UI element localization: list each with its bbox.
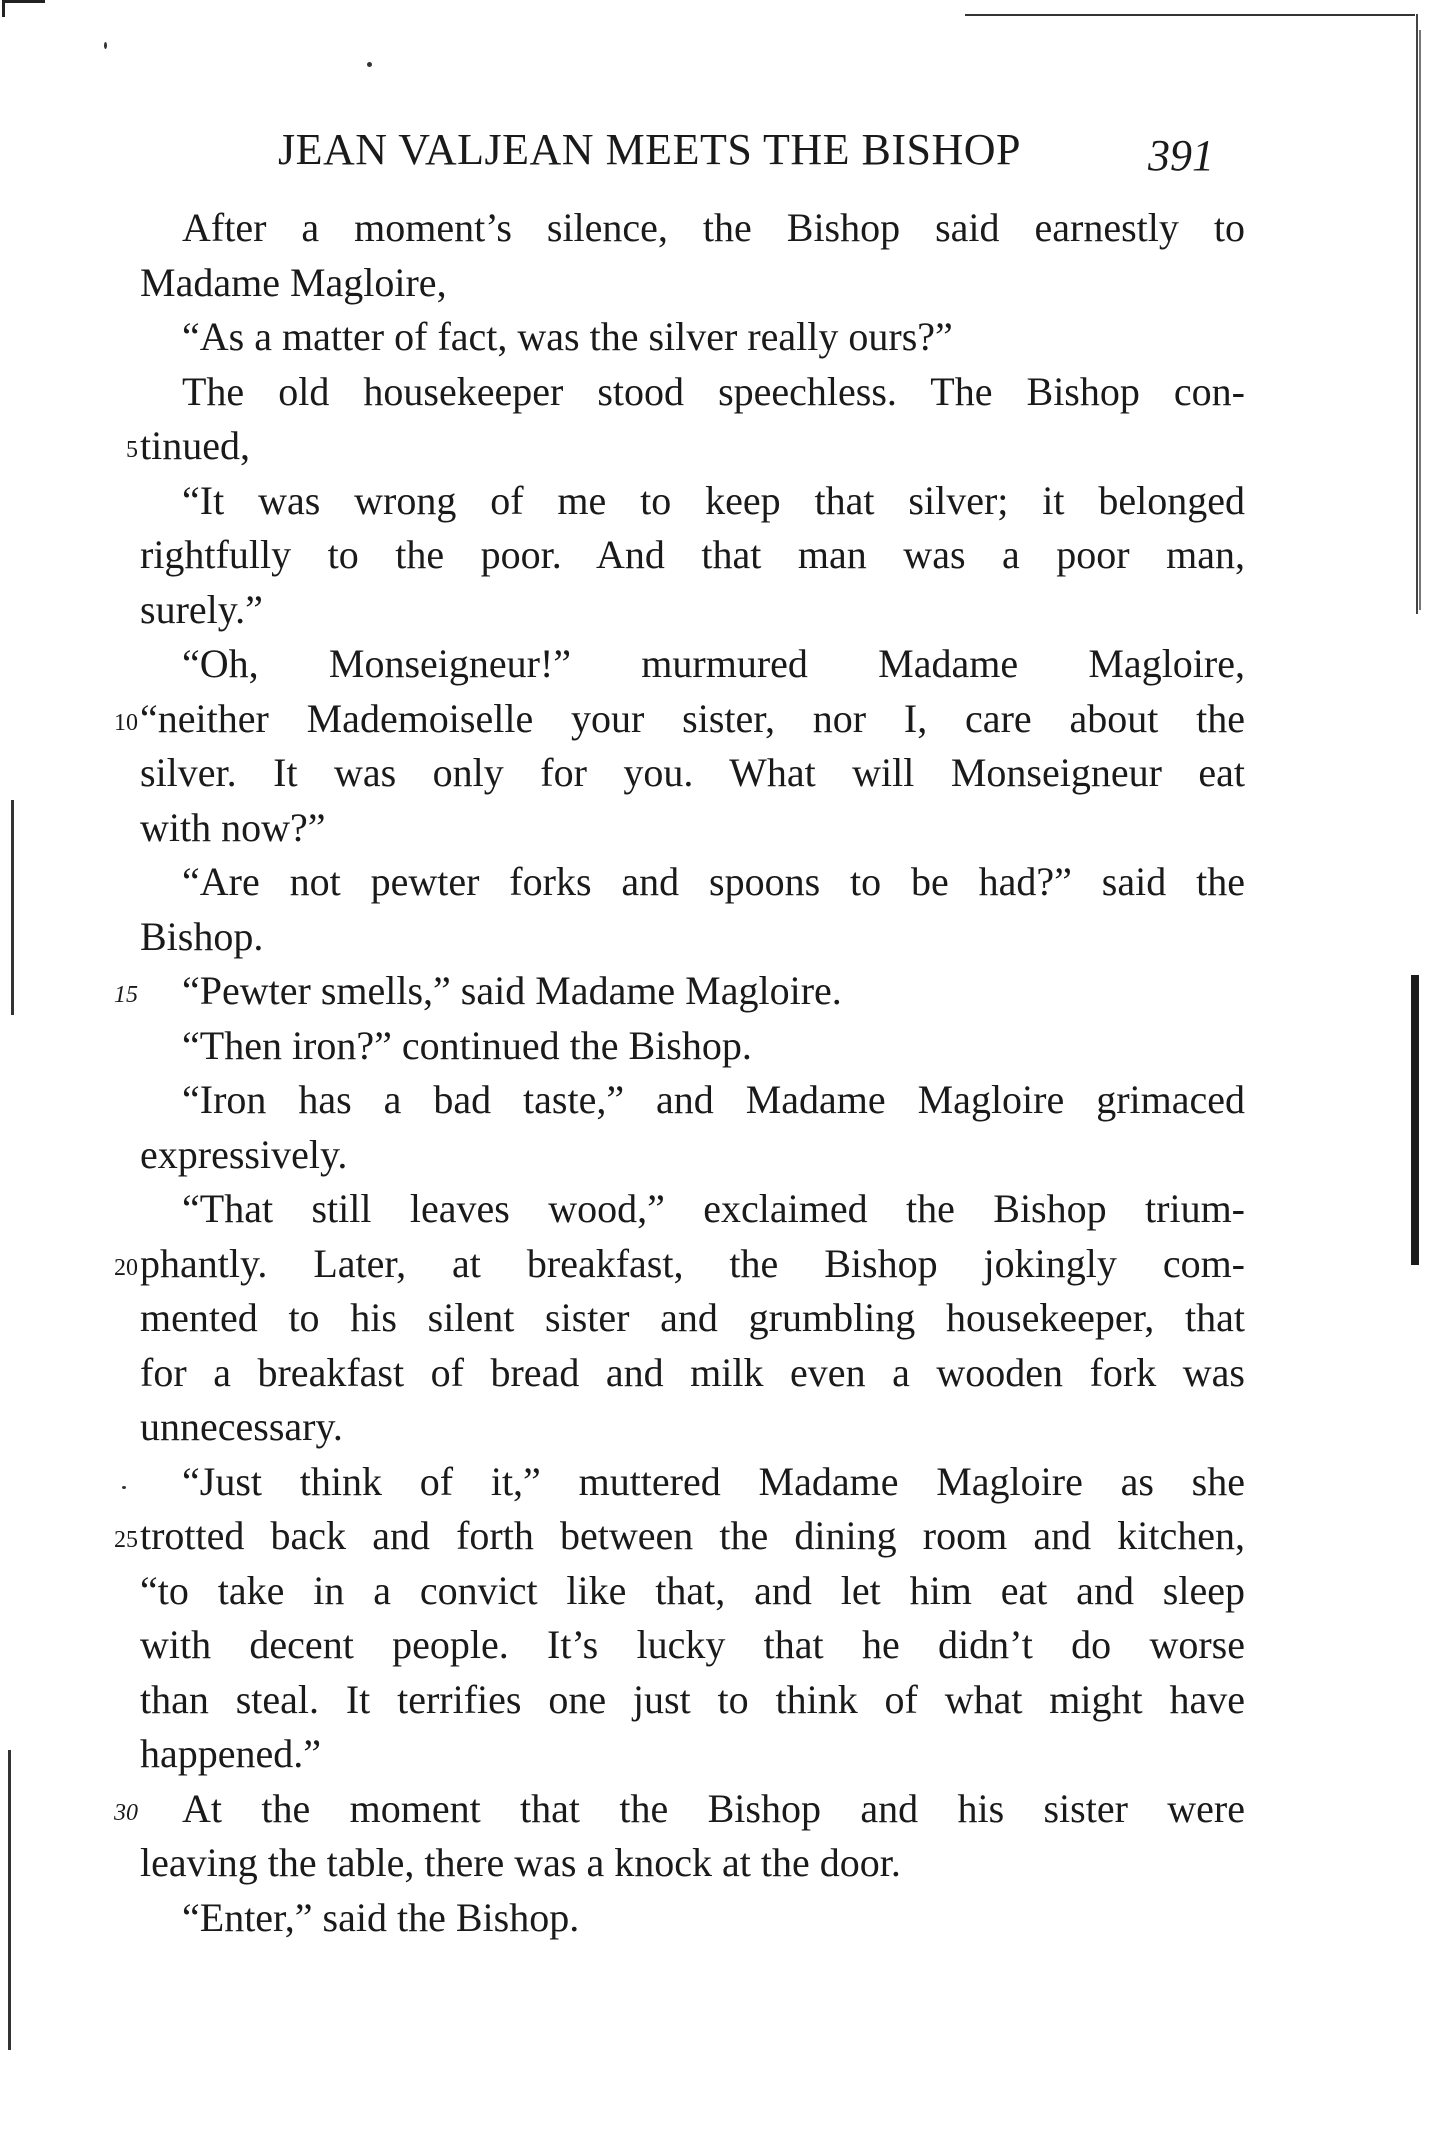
- text-line: [0, 1618, 1434, 1673]
- text-line: [0, 1291, 1434, 1346]
- line-text: with decent people. It’s lucky that he didn’t do worse: [140, 1622, 1245, 1667]
- text-line: [0, 419, 1434, 474]
- line-number: 15: [114, 982, 138, 1008]
- line-number: 20: [114, 1254, 138, 1281]
- text-line: [0, 1128, 1434, 1183]
- line-text: “to take in a convict like that, and let him eat and sleep: [140, 1567, 1245, 1613]
- text-line: [0, 1891, 1434, 1946]
- running-head: JEAN VALJEAN MEETS THE BISHOP: [278, 125, 1022, 174]
- line-text: “Oh, Monseigneur!” murmured Madame Magloire,: [182, 641, 1245, 686]
- text-line: [0, 637, 1434, 692]
- line-text: Madame Magloire,: [140, 259, 447, 305]
- line-text: mented to his silent sister and grumbling housekeeper, that: [140, 1295, 1245, 1340]
- text-line: [0, 964, 1434, 1019]
- line-text: rightfully to the poor. And that man was a poor man,: [140, 532, 1245, 577]
- text-line: [0, 1836, 1434, 1891]
- text-line: [0, 1727, 1434, 1782]
- line-text: happened.”: [140, 1731, 322, 1776]
- text-line: [0, 746, 1434, 801]
- scan-speck: [104, 42, 107, 49]
- line-text: than steal. It terrifies one just to think of what might have: [140, 1676, 1245, 1722]
- text-line: [0, 310, 1434, 365]
- line-text: At the moment that the Bishop and his sister were: [182, 1785, 1245, 1831]
- line-text: phantly. Later, at breakfast, the Bishop jokingly com-: [140, 1240, 1245, 1286]
- page-number: 391: [1148, 131, 1214, 180]
- text-line: [0, 1400, 1434, 1455]
- scan-speck: [367, 62, 372, 67]
- line-text: surely.”: [140, 586, 263, 632]
- text-line: [0, 1455, 1434, 1510]
- line-text: “Enter,” said the Bishop.: [182, 1894, 580, 1940]
- line-text: “Iron has a bad taste,” and Madame Magloire grimaced: [182, 1077, 1245, 1122]
- line-text: “As a matter of fact, was the silver really ours?”: [182, 314, 953, 359]
- line-text: expressively.: [140, 1131, 348, 1177]
- scan-corner-mark: [2, 0, 45, 17]
- line-text: “Pewter smells,” said Madame Magloire.: [182, 968, 842, 1013]
- line-number: 25: [114, 1527, 138, 1553]
- text-line: [0, 1782, 1434, 1837]
- text-line: [0, 1237, 1434, 1292]
- line-text: tinued,: [140, 423, 250, 468]
- line-number: 10: [114, 709, 138, 736]
- line-text: “Just think of it,” muttered Madame Magloire as she: [182, 1458, 1245, 1504]
- text-line: [0, 1564, 1434, 1619]
- line-text: leaving the table, there was a knock at the door.: [140, 1840, 901, 1885]
- line-number: 30: [114, 1799, 138, 1826]
- line-text: “That still leaves wood,” exclaimed the Bishop trium-: [182, 1186, 1245, 1231]
- text-line: [0, 365, 1434, 420]
- line-text: “It was wrong of me to keep that silver; it belonged: [182, 477, 1245, 523]
- text-line: [0, 910, 1434, 965]
- text-line: [0, 474, 1434, 529]
- line-text: for a breakfast of bread and milk even a wooden fork was: [140, 1349, 1245, 1395]
- text-line: [0, 1073, 1434, 1128]
- line-text: with now?”: [140, 804, 326, 850]
- text-line: [0, 1182, 1434, 1237]
- line-text: unnecessary.: [140, 1404, 343, 1449]
- line-text: silver. It was only for you. What will Monseigneur eat: [140, 750, 1245, 795]
- line-text: “Then iron?” continued the Bishop.: [182, 1022, 752, 1068]
- line-text: trotted back and forth between the dining room and kitchen,: [140, 1513, 1245, 1558]
- text-line: [0, 1673, 1434, 1728]
- text-line: [0, 1509, 1434, 1564]
- text-line: [0, 1346, 1434, 1401]
- text-line: [0, 256, 1434, 311]
- text-line: [0, 855, 1434, 910]
- line-text: “Are not pewter forks and spoons to be had?” said the: [182, 859, 1245, 904]
- line-text: The old housekeeper stood speechless. The Bishop con-: [182, 368, 1245, 414]
- line-number: 5: [126, 437, 138, 463]
- text-line: [0, 692, 1434, 747]
- line-text: After a moment’s silence, the Bishop said earnestly to: [182, 205, 1245, 250]
- text-line: [0, 801, 1434, 856]
- line-text: Bishop.: [140, 913, 264, 959]
- text-line: [0, 583, 1434, 638]
- text-line: [0, 528, 1434, 583]
- body-text: [0, 201, 1434, 1945]
- line-text: “neither Mademoiselle your sister, nor I, care about the: [140, 695, 1245, 741]
- text-line: [0, 201, 1434, 256]
- text-line: [0, 1019, 1434, 1074]
- scan-top-rule: [965, 14, 1415, 16]
